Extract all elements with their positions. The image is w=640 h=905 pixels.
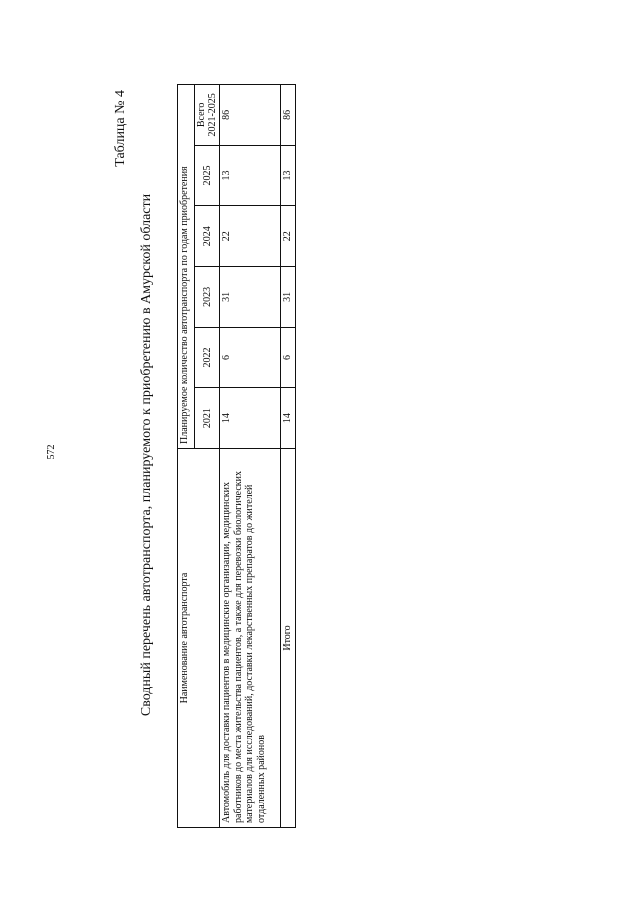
row-value: 14: [220, 388, 281, 449]
header-total-line2: 2021-2025: [207, 93, 218, 137]
page-number: 572: [46, 444, 57, 460]
total-row-value: 14: [281, 388, 296, 449]
row-total: 86: [220, 85, 281, 146]
vehicle-table: [177, 84, 296, 828]
header-year: 2024: [195, 206, 220, 267]
total-row-label: Итого: [281, 449, 296, 828]
header-planned-quantity: Планируемое количество автотранспорта по годам приобретения: [178, 85, 195, 449]
row-value: 22: [220, 206, 281, 267]
table-row: [220, 85, 281, 828]
header-year: 2025: [195, 145, 220, 206]
row-value: 13: [220, 145, 281, 206]
header-year: 2022: [195, 327, 220, 388]
header-year: 2023: [195, 267, 220, 328]
total-row-value: 6: [281, 327, 296, 388]
total-row-value: 31: [281, 267, 296, 328]
table-total-row: [281, 85, 296, 828]
row-value: 31: [220, 267, 281, 328]
header-year: 2021: [195, 388, 220, 449]
total-row-value: 13: [281, 145, 296, 206]
total-row-grand-total: 86: [281, 85, 296, 146]
document-title: Сводный перечень автотранспорта, планируемого к приобретению в Амурской области: [139, 193, 154, 717]
row-vehicle-name: Автомобиль для доставки пациентов в медицинские организации, медицинских работников до места жительства пациентов, а также для перевозки биологических материалов для исследований, доставки лекарственных препаратов до жителей отдаленных районов: [220, 449, 281, 828]
table-header-row-1: [178, 85, 195, 828]
header-total-line1: Всего: [196, 102, 207, 128]
table-number: Таблица № 4: [113, 90, 128, 167]
header-total: [195, 85, 220, 146]
total-row-value: 22: [281, 206, 296, 267]
rotated-landscape-content: [113, 60, 323, 850]
header-vehicle-name: Наименование автотранспорта: [178, 449, 220, 828]
row-value: 6: [220, 327, 281, 388]
